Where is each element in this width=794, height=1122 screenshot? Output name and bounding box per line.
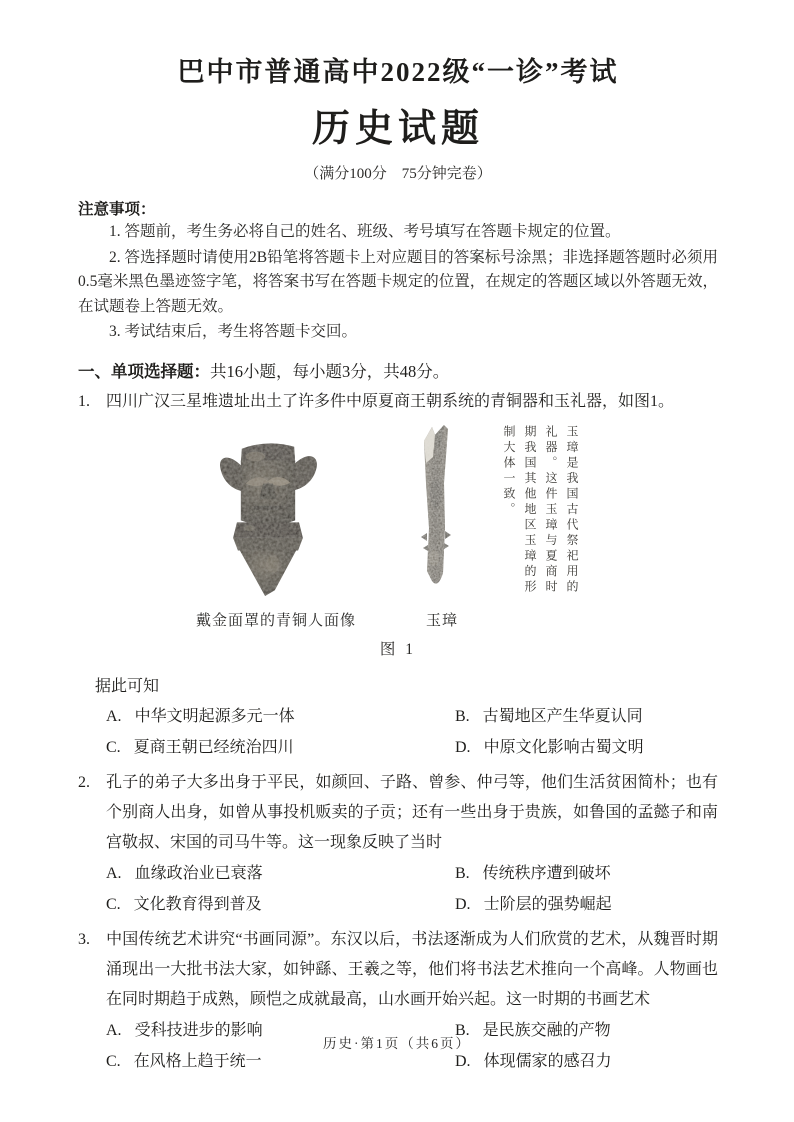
page-footer: 历史·第1页（共6页）	[323, 1036, 471, 1051]
option-label: A.	[106, 864, 122, 882]
option-label: C.	[106, 738, 121, 756]
notice-item-1: 1. 答题前，考生务必将自己的姓名、班级、考号填写在答题卡规定的位置。	[109, 223, 621, 240]
option-label: B.	[455, 1021, 470, 1039]
option-label: D.	[455, 895, 471, 913]
bronze-head-label: 戴金面罩的青铜人面像	[196, 612, 357, 629]
question-1-option-c	[106, 732, 455, 763]
question-2-options-row-1	[78, 858, 718, 889]
figure-1-caption: 图 1	[379, 640, 417, 658]
question-1-text: 四川广汉三星堆遗址出土了许多件中原夏商王朝系统的青铜器和玉礼器，如图1。	[106, 392, 675, 410]
option-label: C.	[106, 1052, 121, 1070]
jade-zhang-label: 玉璋	[426, 612, 459, 629]
option-label: D.	[455, 1052, 471, 1070]
section-one-description: 共16小题，每小题3分，共48分。	[210, 361, 450, 381]
option-text: 夏商王朝已经统治四川	[133, 738, 294, 756]
question-1-options-row-2	[78, 732, 718, 763]
option-text: 体现儒家的感召力	[483, 1052, 612, 1070]
option-label: B.	[455, 864, 470, 882]
question-3-number: 3.	[78, 930, 90, 948]
option-label: A.	[106, 1021, 122, 1039]
option-text: 是民族交融的产物	[482, 1021, 611, 1039]
question-2-option-d	[455, 889, 718, 920]
option-text: 血缘政治业已衰落	[134, 864, 263, 882]
question-3-text: 中国传统艺术讲究“书画同源”。东汉以后，书法逐渐成为人们欣赏的艺术，从魏晋时期涌现出一大批书法大家，如钟繇、王羲之等，他们将书法艺术推向一个高峰。人物画也在同时期趋于成熟，顾恺之成就最高，山水画开始兴起。这一时期的书画艺术	[106, 930, 718, 1008]
question-2-number: 2.	[78, 773, 90, 791]
paper-title: 历史试题	[311, 108, 484, 150]
question-2-option-c	[106, 889, 455, 920]
option-label: B.	[455, 707, 470, 725]
question-2-option-b	[455, 858, 718, 889]
notice-heading: 注意事项：	[78, 201, 156, 218]
option-text: 受科技进步的影响	[134, 1021, 263, 1039]
bronze-head-image	[205, 433, 331, 603]
question-2-option-a	[106, 858, 455, 889]
option-text: 传统秩序遭到破坏	[482, 864, 611, 882]
jade-vertical-note: 玉璋是我国古代祭祀用的礼器。这件玉璋与夏商时期我国其他地区玉璋的形制大体一致。	[502, 424, 579, 595]
question-1-stem	[78, 387, 718, 417]
notice-item-2: 2. 答选择题时请使用2B铅笔将答题卡上对应题目的答案标号涂黑；非选择题答题时必须用0.5毫米黑色墨迹签字笔，将答案书写在答题卡规定的位置，在规定的答题区域以外答题无效，在试题卷上答题无效。	[78, 248, 718, 315]
section-one-label: 一、单项选择题：	[78, 362, 210, 381]
question-3-stem	[78, 925, 718, 1015]
question-1-option-d	[455, 732, 718, 763]
exam-title: 巴中市普通高中2022级“一诊”考试	[177, 57, 619, 87]
option-label: C.	[106, 895, 121, 913]
notice-item-3: 3. 考试结束后，考生将答题卡交回。	[109, 323, 358, 340]
question-1-options-row-1	[78, 701, 718, 732]
question-2-options-row-2	[78, 889, 718, 920]
question-2-text: 孔子的弟子大多出身于平民，如颜回、子路、曾参、仲弓等，他们生活贫困简朴；也有个别商人出身，如曾从事投机贩卖的子贡；还有一些出身于贵族，如鲁国的孟懿子和南宫敬叔、宋国的司马牛等。这一现象反映了当时	[106, 773, 718, 851]
score-note: （满分100分 75分钟完卷）	[304, 166, 492, 182]
question-1-lead-in: 据此可知	[95, 677, 160, 695]
section-one-heading	[78, 358, 718, 382]
question-2-stem	[78, 768, 718, 858]
option-text: 中华文明起源多元一体	[134, 707, 295, 725]
option-label: A.	[106, 707, 122, 725]
option-label: D.	[455, 738, 471, 756]
option-text: 士阶层的强势崛起	[483, 895, 612, 913]
jade-zhang-image	[408, 423, 464, 597]
figure-1	[78, 421, 718, 665]
option-text: 中原文化影响古蜀文明	[483, 738, 644, 756]
question-1-option-b	[455, 701, 718, 732]
question-1-number: 1.	[78, 392, 90, 410]
option-text: 古蜀地区产生华夏认同	[482, 707, 643, 725]
option-text: 在风格上趋于统一	[133, 1052, 262, 1070]
option-text: 文化教育得到普及	[133, 895, 262, 913]
question-1-option-a	[106, 701, 455, 732]
